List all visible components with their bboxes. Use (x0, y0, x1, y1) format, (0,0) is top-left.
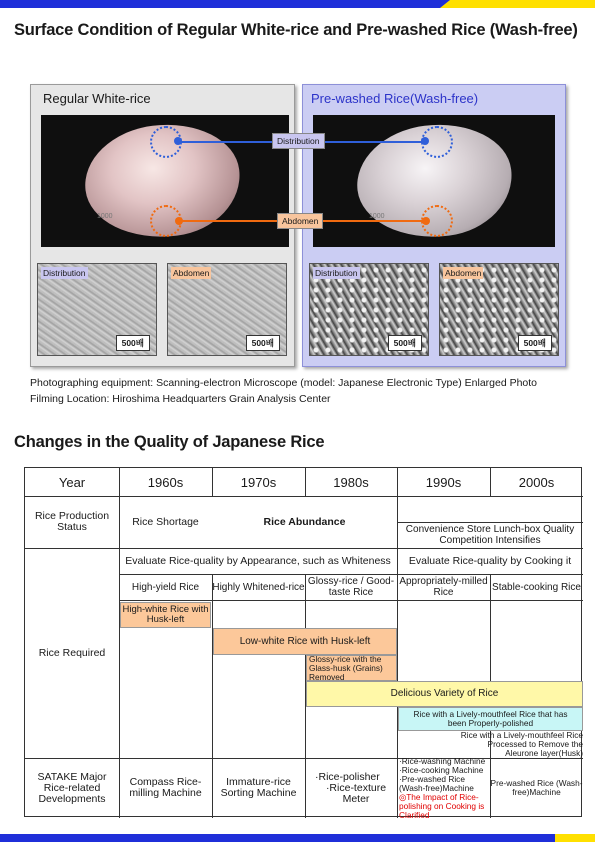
bottom-yellow-stripe (555, 834, 595, 842)
header-year: Year (58, 474, 86, 490)
header-1970s: 1970s (240, 474, 277, 490)
dev-1990s-list (399, 755, 490, 820)
sub-high-yield: High-yield Rice (131, 581, 200, 593)
distribution-callout: Distribution (272, 133, 325, 149)
regular-abdomen-micrograph (167, 263, 287, 356)
bottom-accent-bar (0, 834, 595, 842)
distribution-marker-dot (421, 137, 429, 145)
magnification-label: 500배 (388, 335, 422, 351)
abdomen-callout: Abdomen (277, 213, 323, 229)
magnification-label: 500배 (116, 335, 150, 351)
caption-location: Filming Location: Hiroshima Headquarters Grain Analysis Center (30, 393, 331, 405)
bar-aleurone-removed: Rice with a Lively-mouthfeel Rice Processed to Remove the Aleurone layer(Husk) (460, 730, 583, 758)
rice-shortage: Rice Shortage (132, 515, 199, 528)
regular-distribution-micrograph (37, 263, 157, 356)
dev-rice-polisher: ·Rice-polisher (315, 770, 380, 783)
top-yellow-stripe (440, 0, 595, 8)
magnification-label: 500배 (518, 335, 552, 351)
abdomen-marker-dot (422, 217, 430, 225)
header-1980s: 1980s (333, 474, 369, 490)
header-2000s: 2000s (518, 474, 555, 490)
micrograph-label: Distribution (43, 268, 86, 278)
dev-texture-meter: ·Rice-texture Meter (325, 781, 387, 805)
prewashed-abdomen-micrograph (439, 263, 559, 356)
sub-stable-cooking: Stable-cooking Rice (492, 581, 581, 593)
micrograph-label: Abdomen (445, 268, 482, 278)
row-label-production: Rice Production Status (34, 510, 110, 533)
dev-impact-note: ◎The Impact of Rice-polishing on Cooking is Clarified (399, 791, 485, 820)
caption-equipment: Photographing equipment: Scanning-electron Microscope (model: Japanese Electronic Type) Enlarged Photo (30, 377, 538, 389)
bar-low-white-rice: Low-white Rice with Husk-left (213, 628, 397, 655)
sub-glossy: Glossy-rice / Good-taste Rice (307, 576, 395, 598)
evaluate-cooking: Evaluate Rice-quality by Cooking it (408, 554, 572, 567)
bar-glossy-rice: Glossy-rice with the Glass-husk (Grains) Removed (306, 655, 397, 681)
grid-line (119, 600, 583, 601)
top-accent-bar (0, 0, 595, 8)
convenience-store-note: Convenience Store Lunch-box Quality Competition Intensifies (405, 524, 575, 546)
dev-polisher-meter (305, 758, 397, 818)
dev-immature-sorting: Immature-rice Sorting Machine (220, 776, 297, 799)
rice-abundance: Rice Abundance (263, 515, 346, 528)
prewashed-distribution-micrograph (309, 263, 429, 356)
distribution-marker-dot (174, 137, 182, 145)
rice-quality-table (24, 467, 583, 820)
prewashed-rice-panel-title: Pre-washed Rice(Wash-free) (311, 91, 479, 106)
header-1990s: 1990s (425, 474, 462, 490)
regular-rice-panel-title: Regular White-rice (43, 91, 151, 106)
row-label-required: Rice Required (38, 646, 106, 659)
dev-washing-machine: ·Rice-washing Machine (399, 755, 486, 766)
dev-prewashed-machine-2000s: Pre-washed Rice (Wash-free)Machine (490, 778, 583, 797)
bar-properly-polished: Rice with a Lively-mouthfeel Rice that has been Properly-polished (398, 707, 583, 731)
dev-compass-milling: Compass Rice-milling Machine (129, 776, 202, 799)
bar-high-white-rice: High-white Rice with Husk-left (120, 602, 211, 628)
evaluate-appearance: Evaluate Rice-quality by Appearance, such as Whiteness (125, 554, 391, 567)
header-1960s: 1960s (147, 474, 184, 490)
photo-caption (30, 375, 537, 407)
dev-prewashed-machine: ·Pre-washed Rice (Wash-free)Machine (399, 773, 474, 793)
bar-delicious-variety: Delicious Variety of Rice (306, 681, 583, 707)
scale-label: 1000 (97, 213, 113, 220)
magnification-label: 500배 (246, 335, 280, 351)
dev-cooking-machine: ·Rice-cooking Machine (399, 764, 484, 775)
abdomen-marker-dot (175, 217, 183, 225)
micrograph-label: Abdomen (173, 268, 210, 278)
scale-label: 1000 (369, 213, 385, 220)
micrograph-label: Distribution (315, 268, 358, 278)
sub-highly-whitened: Highly Whitened-rice (212, 581, 305, 593)
section-title-quality: Changes in the Quality of Japanese Rice (14, 433, 325, 451)
row-label-developments: SATAKE Major Rice-related Developments (37, 770, 107, 805)
section-title-surface: Surface Condition of Regular White-rice and Pre-washed Rice (Wash-free) (14, 21, 578, 39)
sub-appropriately-milled: Appropriately-milled Rice (399, 576, 488, 598)
